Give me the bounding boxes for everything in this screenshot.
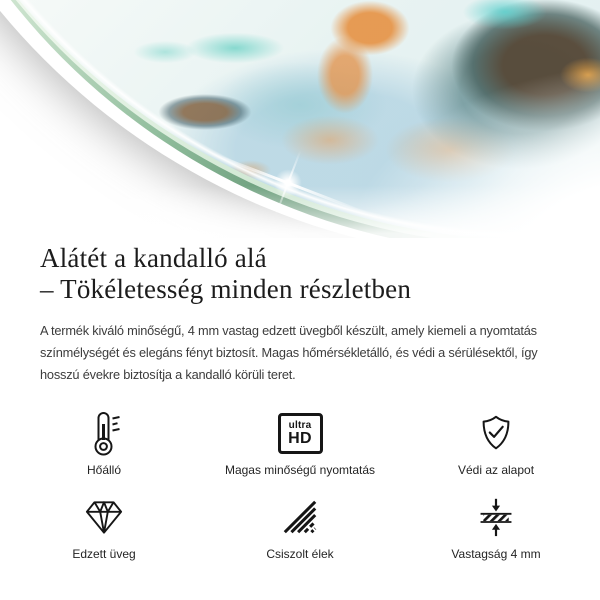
product-description bbox=[40, 320, 560, 386]
features-grid bbox=[6, 409, 594, 561]
product-info-section bbox=[0, 243, 600, 386]
page-title-line2: – Tökéletesség minden részletben bbox=[40, 274, 412, 304]
feature-item-protects-base bbox=[398, 409, 594, 477]
feature-label: Hőálló bbox=[86, 463, 122, 477]
polished-edges-icon bbox=[281, 498, 319, 536]
product-image bbox=[0, 0, 600, 238]
feature-label: Magas minőségű nyomtatás bbox=[224, 463, 376, 477]
feature-item-heat-resistant bbox=[6, 409, 202, 477]
page-title bbox=[40, 243, 560, 305]
feature-label: Védi az alapot bbox=[457, 463, 535, 477]
product-description-line: hosszú évekre biztosítja a kandalló körüli teret. bbox=[40, 367, 296, 382]
thickness-icon bbox=[476, 496, 516, 538]
ultra-hd-icon-text-bottom: HD bbox=[288, 429, 312, 447]
feature-item-tempered-glass bbox=[6, 493, 202, 561]
feature-item-high-quality-print bbox=[202, 409, 398, 477]
diamond-icon bbox=[82, 498, 126, 536]
sparkle-core bbox=[274, 169, 302, 197]
product-description-line: A termék kiváló minőségű, 4 mm vastag edzett üvegből készült, amely kiemeli a nyomtatás bbox=[40, 323, 537, 338]
feature-label: Vastagság 4 mm bbox=[451, 547, 541, 561]
page-title-line1: Alátét a kandalló alá bbox=[40, 243, 267, 273]
feature-label: Edzett üveg bbox=[72, 547, 136, 561]
feature-item-thickness-4mm bbox=[398, 493, 594, 561]
thermometer-icon bbox=[84, 410, 124, 457]
product-description-line: színmélységét és elegáns fényt biztosít. Magas hőmérsékletálló, és védi a sérülésektől, így bbox=[40, 345, 538, 360]
ultra-hd-icon-text-top: ultra bbox=[288, 419, 312, 431]
photo-white-fade bbox=[0, 0, 600, 238]
ultra-hd-icon bbox=[278, 413, 323, 454]
feature-item-polished-edges bbox=[202, 493, 398, 561]
shield-check-icon bbox=[475, 413, 517, 454]
feature-label: Csiszolt élek bbox=[266, 547, 334, 561]
